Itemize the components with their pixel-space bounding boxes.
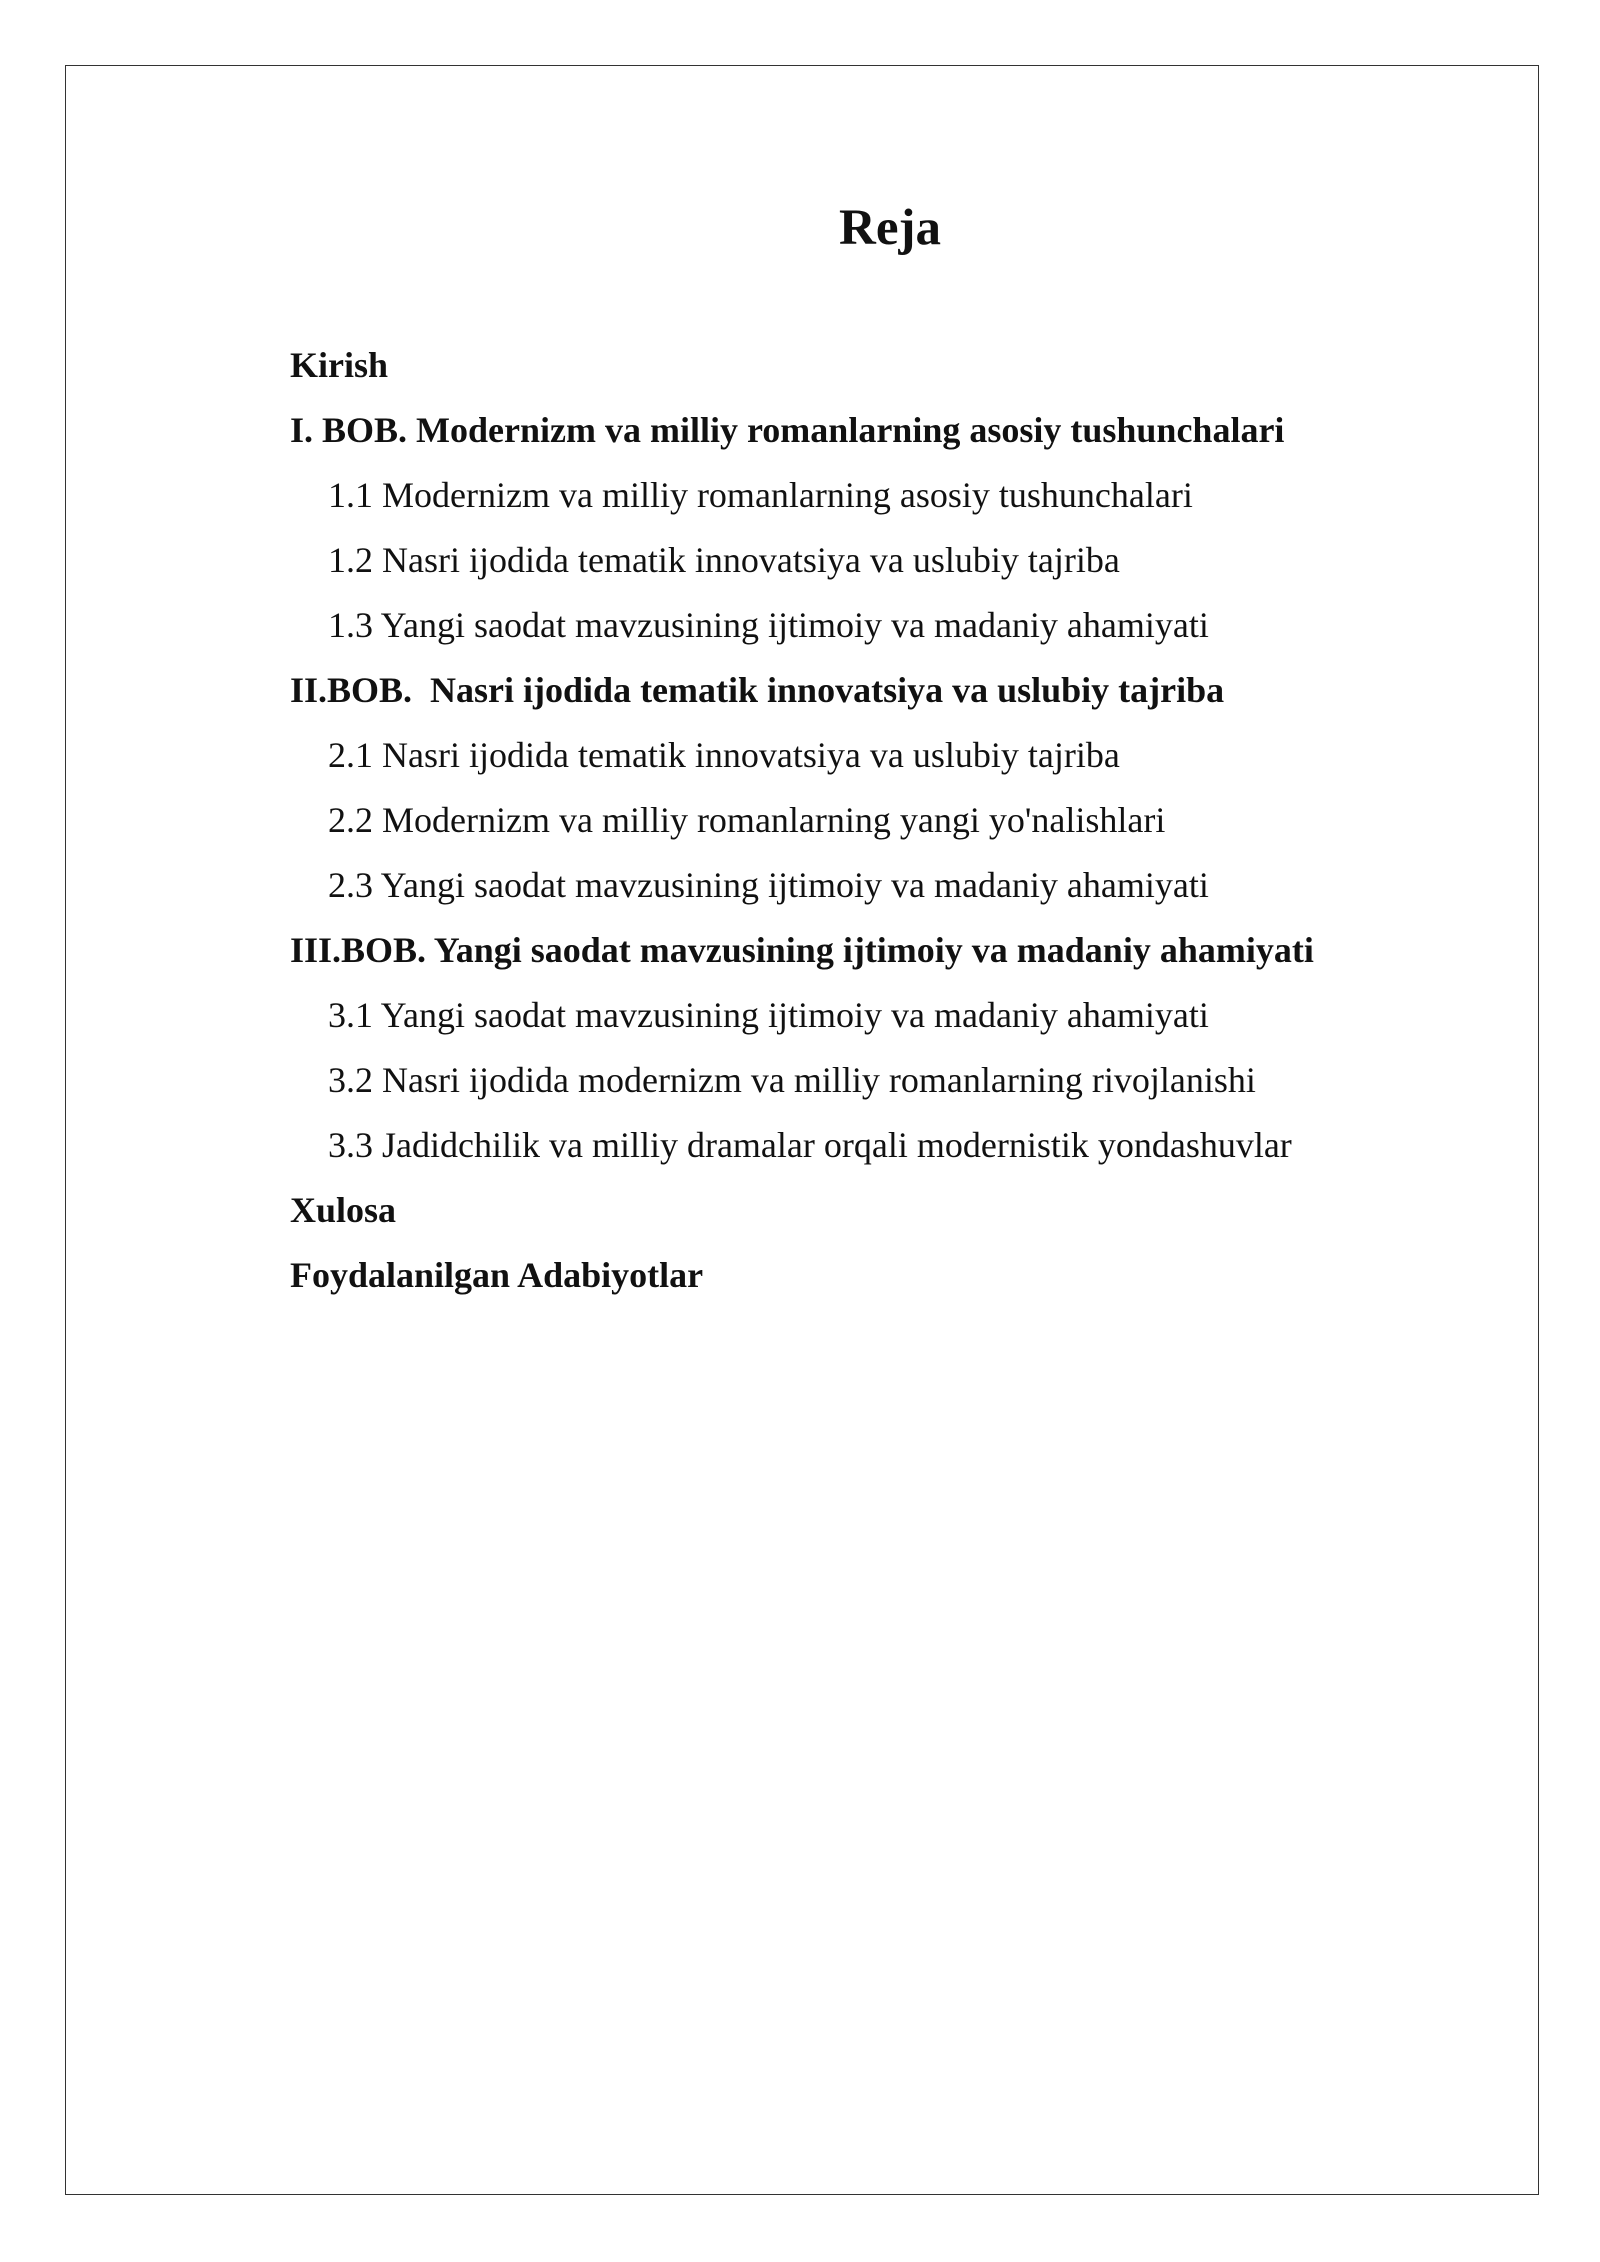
toc-entry-3-1: 3.1 Yangi saodat mavzusining ijtimoiy va madaniy ahamiyati bbox=[328, 995, 1209, 1035]
toc-entry-1-3: 1.3 Yangi saodat mavzusining ijtimoiy va madaniy ahamiyati bbox=[328, 605, 1209, 645]
toc-entry-conclusion: Xulosa bbox=[290, 1190, 397, 1230]
toc-entry-chapter-3: III.BOB. Yangi saodat mavzusining ijtimoiy va madaniy ahamiyati bbox=[290, 930, 1314, 970]
toc-entry-2-2: 2.2 Modernizm va milliy romanlarning yangi yo'nalishlari bbox=[328, 800, 1166, 840]
toc-entry-intro: Kirish bbox=[290, 345, 389, 385]
toc-entry-3-3: 3.3 Jadidchilik va milliy dramalar orqali modernistik yondashuvlar bbox=[328, 1125, 1292, 1165]
toc-entry-3-2: 3.2 Nasri ijodida modernizm va milliy romanlarning rivojlanishi bbox=[328, 1060, 1256, 1100]
page-title: Reja bbox=[839, 200, 941, 256]
table-of-contents bbox=[290, 338, 1440, 1313]
toc-entry-references: Foydalanilgan Adabiyotlar bbox=[290, 1255, 704, 1295]
toc-entry-1-1: 1.1 Modernizm va milliy romanlarning asosiy tushunchalari bbox=[328, 475, 1193, 515]
toc-entry-chapter-1: I. BOB. Modernizm va milliy romanlarning asosiy tushunchalari bbox=[290, 410, 1285, 450]
toc-entry-chapter-2: II.BOB. Nasri ijodida tematik innovatsiya va uslubiy tajriba bbox=[290, 670, 1225, 710]
toc-entry-2-3: 2.3 Yangi saodat mavzusining ijtimoiy va madaniy ahamiyati bbox=[328, 865, 1209, 905]
toc-entry-2-1: 2.1 Nasri ijodida tematik innovatsiya va uslubiy tajriba bbox=[328, 735, 1120, 775]
toc-entry-1-2: 1.2 Nasri ijodida tematik innovatsiya va uslubiy tajriba bbox=[328, 540, 1120, 580]
